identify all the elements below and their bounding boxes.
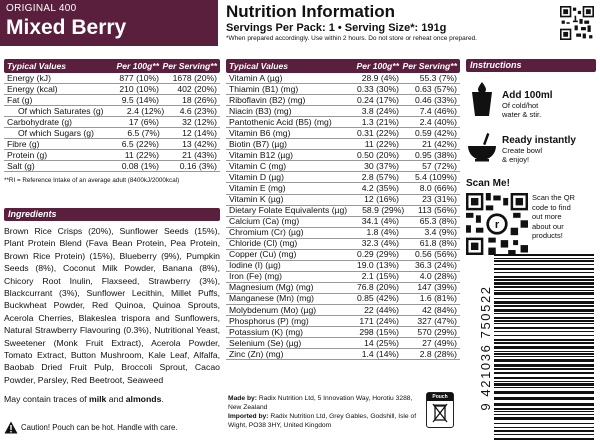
caution-text: Caution! Pouch can be hot. Handle with care. [21, 423, 178, 432]
table-row [226, 283, 460, 294]
nutrient-label: Vitamin E (mg) [229, 183, 286, 193]
per-100g-value: 877 (10%) [119, 72, 159, 83]
table-row [226, 128, 460, 139]
per-serving-value: 4.0 (28%) [419, 271, 457, 282]
nutrient-label: Calcium (Ca) (mg) [229, 216, 300, 227]
nutrient-label: Dietary Folate Equivalents (µg) [229, 205, 348, 216]
nutrient-label: Energy (kcal) [7, 83, 58, 94]
table-header [4, 59, 220, 73]
per-serving-value: 0.63 (57%) [414, 83, 457, 94]
per-serving-value: 42 (84%) [422, 304, 457, 315]
nutrient-label: Carbohydrate (g) [7, 116, 72, 127]
qr-code-small-icon[interactable] [560, 6, 594, 40]
traces-and: and [106, 394, 126, 405]
nutrient-label: Phosphorus (P) (mg) [229, 315, 309, 326]
nutrient-label: Copper (Cu) (mg) [229, 249, 297, 260]
per-100g-value: 2.1 (15%) [361, 271, 399, 282]
pouch-label: Pouch [427, 393, 453, 401]
barcode-bar [494, 254, 594, 256]
bin-icon [432, 403, 448, 423]
ingredients-section [4, 208, 220, 404]
table-row [4, 106, 220, 117]
nutrient-label: Thiamin (B1) (mg) [229, 83, 299, 94]
nutrient-label: Biotin (B7) (µg) [229, 138, 287, 149]
per-serving-value: 402 (20%) [177, 83, 217, 94]
barcode-number: 9 421036 750522 [478, 285, 493, 411]
barcode-bar [494, 320, 594, 322]
per-serving-value: 570 (29%) [417, 326, 457, 337]
nutrient-label: Vitamin B6 (mg) [229, 127, 291, 138]
per-100g-value: 0.50 (20%) [356, 149, 399, 160]
nutrition-header [226, 2, 516, 42]
per-100g-value: 1.3 (21%) [361, 116, 399, 127]
barcode-bar [494, 427, 594, 428]
per-100g-value: 0.31 (22%) [356, 127, 399, 138]
barcode [470, 252, 596, 444]
product-line: ORIGINAL 400 [6, 3, 77, 14]
nutrient-label: Vitamin K (µg) [229, 194, 284, 205]
warning-icon [4, 421, 18, 434]
traces-text: May contain traces of [4, 394, 89, 405]
nutrient-label: Riboflavin (B2) (mg) [229, 94, 306, 105]
table-row [4, 161, 220, 172]
per-100g-value: 0.24 (17%) [356, 94, 399, 105]
table-row [226, 106, 460, 117]
nutrient-label: Zinc (Zn) (mg) [229, 348, 284, 359]
per-100g-value: 1.4 (14%) [361, 348, 399, 359]
per-serving-value: 1678 (20%) [172, 72, 217, 83]
scan-line5: products! [532, 231, 563, 240]
per-serving-value: 18 (26%) [182, 94, 217, 105]
nutrient-label: Energy (kJ) [7, 72, 51, 83]
step-add-water [466, 82, 596, 119]
table-row [226, 294, 460, 305]
imported-by-text: Radix Nutrition Ltd, Grey Gables, Godshill, Isle of Wight, PO38 3HY, United Kingdom [228, 413, 417, 429]
table-row [226, 228, 460, 239]
scan-line3: out more [532, 212, 562, 221]
barcode-bar [494, 351, 594, 352]
barcode-bars [494, 252, 594, 444]
barcode-bar [494, 309, 594, 312]
barcode-bar [494, 331, 594, 332]
made-by-text: Radix Nutrition Ltd, 5 Innovation Way, Horotiu 3288, New Zealand [228, 395, 413, 411]
table-row [226, 239, 460, 250]
bowl-spoon-icon [466, 133, 498, 163]
micronutrient-table [226, 59, 460, 360]
col-per-serving: Per Serving** [402, 60, 457, 71]
scan-line1: Scan the QR [532, 193, 575, 202]
nutrient-label: Of which Saturates (g) [18, 105, 104, 116]
table-row [226, 139, 460, 150]
per-serving-value: 23 (31%) [422, 194, 457, 205]
per-100g-value: 2.8 (57%) [361, 171, 399, 182]
caution-banner [4, 421, 177, 434]
qr-code-icon[interactable] [466, 193, 528, 255]
table-row [226, 338, 460, 349]
per-100g-value: 4.2 (35%) [361, 183, 399, 193]
allergen-milk: milk [88, 394, 107, 405]
barcode-bar [494, 298, 594, 299]
per-100g-value: 32.3 (4%) [361, 238, 399, 249]
per-100g-value: 17 (6%) [128, 116, 159, 127]
per-100g-value: 0.29 (29%) [356, 249, 399, 260]
per-100g-value: 3.8 (24%) [361, 105, 399, 116]
per-serving-value: 12 (14%) [182, 127, 217, 138]
barcode-bar [494, 258, 594, 259]
per-100g-value: 0.33 (30%) [356, 83, 399, 94]
barcode-bar [494, 359, 594, 362]
per-serving-value: 61.8 (8%) [419, 238, 457, 249]
ingredients-heading: Ingredients [4, 208, 220, 221]
per-serving-value: 36.3 (24%) [414, 260, 457, 271]
per-serving-value: 2.4 (40%) [419, 116, 457, 127]
barcode-bar [494, 356, 594, 357]
per-serving-value: 65.3 (8%) [419, 216, 457, 227]
table-row [226, 261, 460, 272]
per-100g-value: 0.08 (1%) [121, 160, 159, 171]
nutrient-label: Manganese (Mn) (mg) [229, 293, 315, 304]
barcode-bar [494, 301, 594, 304]
table-row [226, 161, 460, 172]
col-typical-values: Typical Values [7, 60, 67, 71]
barcode-bar [494, 327, 594, 329]
nutrient-label: Magnesium (Mg) (mg) [229, 282, 314, 293]
barcode-bar [494, 397, 594, 400]
nutrient-label: Potassium (K) (mg) [229, 326, 304, 337]
col-typical-values: Typical Values [229, 60, 289, 71]
per-100g-value: 9.5 (14%) [121, 94, 159, 105]
table-row [226, 349, 460, 360]
made-by-label: Made by: [228, 395, 257, 402]
table-row [4, 128, 220, 139]
per-serving-value: 147 (39%) [417, 282, 457, 293]
barcode-bar [494, 434, 594, 435]
barcode-bar [494, 391, 594, 394]
barcode-bar [494, 381, 594, 382]
allergen-almonds: almonds [125, 394, 162, 405]
nutrient-label: Salt (g) [7, 160, 35, 171]
table-row [226, 195, 460, 206]
step1-line2: water & stir. [502, 110, 542, 119]
barcode-bar [494, 387, 594, 388]
preparation-note: *When prepared accordingly. Use within 2 hours. Do not store or reheat once prepared. [226, 35, 477, 42]
per-serving-value: 327 (47%) [417, 315, 457, 326]
water-cup-icon [466, 82, 498, 118]
table-row [226, 217, 460, 228]
per-100g-value: 12 (16%) [364, 194, 399, 205]
svg-text:r: r [494, 219, 500, 232]
barcode-bar [494, 268, 594, 270]
nutrient-label: Molybdenum (Mo) (µg) [229, 304, 317, 315]
per-100g-value: 11 (22%) [364, 138, 399, 149]
per-serving-value: 21 (43%) [182, 149, 217, 160]
nutrition-title: Nutrition Information [226, 2, 396, 21]
per-serving-value: 5.4 (109%) [414, 171, 457, 182]
per-100g-value: 0.85 (42%) [356, 293, 399, 304]
step1-line1: Of cold/hot [502, 101, 539, 110]
col-per-100g: Per 100g** [356, 60, 399, 71]
table-row [226, 73, 460, 84]
barcode-bar [494, 260, 594, 262]
per-100g-value: 298 (15%) [359, 326, 399, 337]
table-row [226, 117, 460, 128]
per-100g-value: 11 (22%) [124, 149, 159, 160]
barcode-bar [494, 323, 594, 324]
instructions-section [466, 59, 596, 255]
nutrient-label: Fat (g) [7, 94, 33, 105]
brand-banner [0, 0, 218, 46]
barcode-bar [494, 368, 594, 370]
barcode-bar [494, 438, 594, 440]
table-row [4, 139, 220, 150]
per-100g-value: 6.5 (22%) [121, 138, 159, 149]
per-100g-value: 28.9 (4%) [361, 72, 399, 83]
per-serving-value: 8.0 (66%) [419, 183, 457, 193]
imported-by-label: Imported by: [228, 413, 269, 420]
per-serving-value: 27 (49%) [422, 337, 457, 348]
barcode-bar [494, 335, 594, 336]
barcode-bar [494, 286, 594, 288]
per-100g-value: 1.8 (4%) [366, 227, 399, 238]
step-ready [466, 133, 596, 164]
col-per-100g: Per 100g** [116, 60, 159, 71]
table-row [226, 250, 460, 261]
scan-block [466, 193, 596, 255]
product-name: Mixed Berry [6, 16, 127, 39]
barcode-bar [494, 305, 594, 307]
macro-nutrition-table [4, 59, 220, 186]
per-serving-value: 55.3 (7%) [419, 72, 457, 83]
per-100g-value: 6.5 (7%) [127, 127, 160, 138]
per-serving-value: 0.46 (33%) [414, 94, 457, 105]
barcode-bar [494, 430, 594, 432]
allergen-traces [4, 394, 220, 404]
per-serving-value: 13 (42%) [182, 138, 217, 149]
manufacturer-info [228, 394, 424, 430]
barcode-bar [494, 290, 594, 291]
nutrient-label: Protein (g) [7, 149, 48, 160]
per-serving-value: 113 (56%) [417, 205, 457, 216]
barcode-bar [494, 411, 594, 412]
table-row [226, 183, 460, 194]
nutrient-label: Vitamin B12 (µg) [229, 149, 294, 160]
barcode-bar [494, 364, 594, 367]
table-row [226, 150, 460, 161]
ingredients-list: Brown Rice Crisps (20%), Sunflower Seeds (15%), Plant Protein Blend (Fava Bean Protein, Pea Protein, Brown Rice Protein) (15%), Blueberry (9%), Pumpkin Seeds (8%), Coconut Milk Powder, Banana (8%), Chicory Root Inulin, Flaxseed, Strawberry (3%), Blackcurrant (3%), Sunflower Lecithin, Millet Puffs, Buckwheat Powder, Red Quinoa, Quinoa Sprouts, Acerola Cherries, Blakeslea trispora and Sunflowers, Natural Strawberry Flavouring (0.3%), Nutritional Yeast, Sweetener (Monk Fruit Extract), Acerola Powder, Tomato Extract, Button Mushroom, Kale Leaf, Alfalfa, Baobab Dried Fruit Pulp, Broccoli Sprout, Cacao Powder, Parsley, Red Beetroot, Seaweed [4, 226, 220, 385]
barcode-bar [494, 372, 594, 374]
step2-line1: Create bowl [502, 146, 543, 155]
barcode-bar [494, 264, 594, 265]
per-100g-value: 2.4 (12%) [126, 105, 165, 116]
step1-title: Add 100ml [502, 90, 553, 101]
nutrient-label: Chromium (Cr) (µg) [229, 227, 304, 238]
barcode-bar [494, 353, 594, 355]
table-row [4, 73, 220, 84]
barcode-bar [494, 282, 594, 285]
per-100g-value: 171 (24%) [359, 315, 399, 326]
barcode-bar [494, 377, 594, 379]
barcode-bar [494, 408, 594, 410]
table-row [226, 95, 460, 106]
scan-title: Scan Me! [466, 178, 510, 189]
table-row [4, 95, 220, 106]
nutrient-label: Iodine (I) (µg) [229, 260, 281, 271]
per-serving-value: 4.6 (23%) [179, 105, 217, 116]
barcode-bar [494, 272, 594, 273]
nutrient-label: Vitamin A (µg) [229, 72, 283, 83]
barcode-bar [494, 276, 594, 278]
table-row [226, 272, 460, 283]
traces-end: . [161, 394, 164, 405]
per-100g-value: 34.1 (4%) [361, 216, 399, 227]
barcode-bar [494, 292, 594, 295]
scan-line4: about our [532, 221, 564, 231]
step2-title: Ready instantly [502, 135, 576, 146]
scan-line2: code to find [532, 202, 571, 212]
table-row [226, 206, 460, 217]
nutrient-label: Iron (Fe) (mg) [229, 271, 282, 282]
pouch-disposal-icon [426, 392, 454, 428]
per-serving-value: 0.59 (42%) [414, 127, 457, 138]
table-row [4, 117, 220, 128]
per-100g-value: 22 (44%) [364, 304, 399, 315]
nutrient-label: Chloride (Cl) (mg) [229, 238, 298, 249]
table-row [226, 172, 460, 183]
table-row [226, 305, 460, 316]
barcode-bar [494, 339, 594, 341]
barcode-bar [494, 423, 594, 424]
barcode-bar [494, 414, 594, 415]
ri-footnote: **RI = Reference Intake of an average adult (8400kJ/2000kcal) [4, 177, 180, 185]
table-row [226, 84, 460, 95]
nutrient-label: Fibre (g) [7, 138, 40, 149]
per-100g-value: 19.0 (13%) [356, 260, 399, 271]
per-serving-value: 2.8 (28%) [419, 348, 457, 359]
table-row [226, 327, 460, 338]
barcode-bar [494, 317, 594, 319]
col-per-serving: Per Serving** [162, 60, 217, 71]
per-serving-value: 57 (72%) [422, 160, 457, 171]
nutrient-label: Vitamin D (µg) [229, 171, 284, 182]
per-serving-value: 3.4 (9%) [424, 227, 457, 238]
per-serving-value: 21 (42%) [422, 138, 457, 149]
barcode-bar [494, 346, 594, 349]
table-row [4, 84, 220, 95]
nutrient-label: Of which Sugars (g) [18, 127, 94, 138]
per-100g-value: 14 (25%) [364, 337, 399, 348]
nutrient-label: Pantothenic Acid (B5) (mg) [229, 116, 332, 127]
per-serving-value: 0.95 (38%) [414, 149, 457, 160]
barcode-bar [494, 342, 594, 344]
barcode-bar [494, 279, 594, 281]
instructions-heading: Instructions [466, 59, 596, 72]
per-100g-value: 210 (10%) [119, 83, 159, 94]
per-100g-value: 30 (37%) [364, 160, 399, 171]
per-serving-value: 1.6 (81%) [419, 293, 457, 304]
barcode-bar [494, 383, 594, 386]
table-row [226, 316, 460, 327]
step2-line2: & enjoy! [502, 155, 530, 164]
per-serving-value: 0.56 (56%) [414, 249, 457, 260]
serving-info: Servings Per Pack: 1 • Serving Size*: 191g [226, 22, 447, 34]
nutrient-label: Niacin (B3) (mg) [229, 105, 292, 116]
per-100g-value: 76.8 (20%) [356, 282, 399, 293]
table-header [226, 59, 460, 73]
per-serving-value: 32 (12%) [182, 116, 217, 127]
nutrient-label: Selenium (Se) (µg) [229, 337, 302, 348]
barcode-bar [494, 313, 594, 314]
per-serving-value: 0.16 (3%) [179, 160, 217, 171]
nutrient-label: Vitamin C (mg) [229, 160, 287, 171]
barcode-bar [494, 403, 594, 406]
per-serving-value: 7.4 (46%) [419, 105, 457, 116]
table-row [4, 150, 220, 161]
barcode-bar [494, 417, 594, 420]
per-100g-value: 58.9 (29%) [362, 205, 405, 216]
